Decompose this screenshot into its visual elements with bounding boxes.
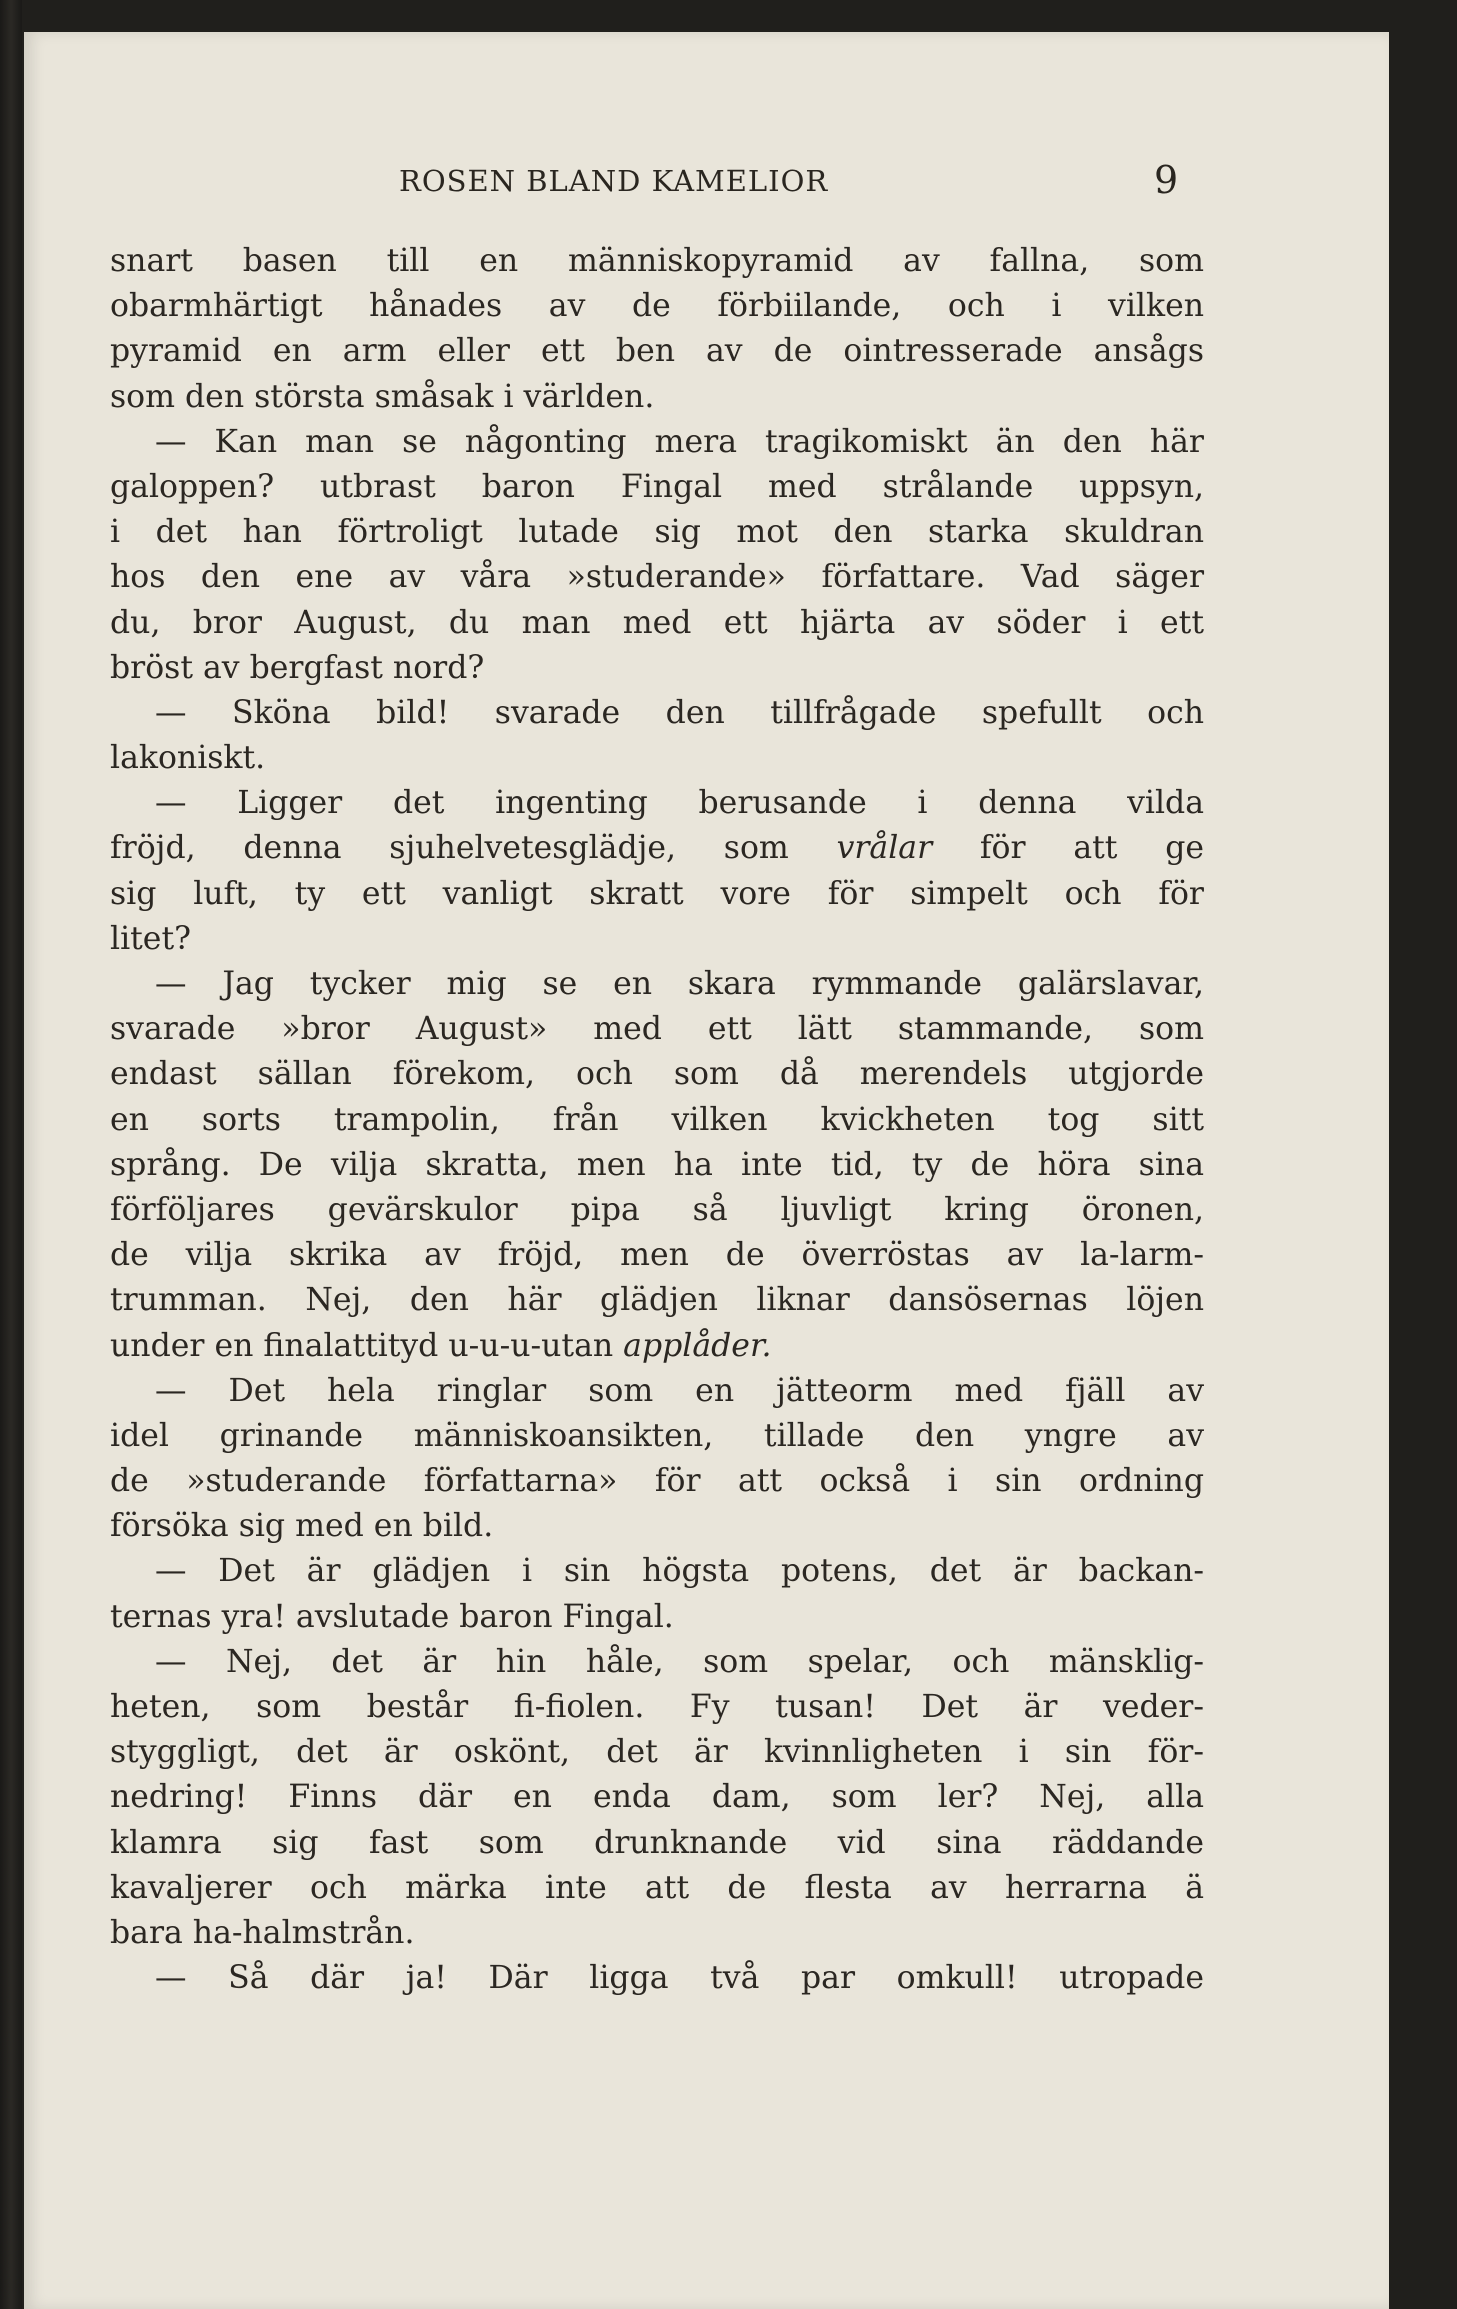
text-line: — Sköna bild! svarade den tillfrågade spefullt och [155,694,1204,731]
text-line: trumman. Nej, den här glädjen liknar dansösernas löjen [110,1282,1204,1319]
book-spine-edge [0,0,22,2309]
text-line: litet? [110,920,191,957]
page-number: 9 [1154,158,1179,202]
text-line: klamra sig fast som drunknande vid sina räddande [110,1824,1204,1861]
text-line: förföljares gevärskulor pipa så ljuvligt kring öronen, [110,1191,1204,1228]
text-line: i det han förtroligt lutade sig mot den starka skuldran [110,514,1204,551]
text-line: obarmhärtigt hånades av de förbiilande, och i vilken [110,288,1204,325]
text-line: hos den ene av våra »studerande» författare. Vad säger [110,559,1204,596]
text-line: — Jag tycker mig se en skara rymmande galärslavar, [155,966,1204,1002]
text-segment: under en finalattityd u-u-u-utan [110,1327,624,1364]
text-line: — Så där ja! Där ligga två par omkull! utropade [155,1960,1204,1997]
text-line: heten, som består fi-fiolen. Fy tusan! Det är veder- [110,1689,1204,1725]
running-title: ROSEN BLAND KAMELIOR [399,164,829,198]
text-line: — Det är glädjen i sin högsta potens, det är backan- [155,1553,1204,1590]
body-text [110,239,1204,2001]
text-line: — Kan man se någonting mera tragikomiskt än den här [155,423,1204,460]
text-line: — Ligger det ingenting berusande i denna vilda [155,785,1204,822]
text-line: kavaljerer och märka inte att de flesta av herrarna ä [110,1869,1204,1906]
text-line: de vilja skrika av fröjd, men de överröstas av la-larm- [110,1237,1204,1274]
text-line: ternas yra! avslutade baron Fingal. [110,1598,674,1635]
text-line: en sorts trampolin, från vilken kvickheten tog sitt [110,1101,1204,1138]
text-line: bröst av bergfast nord? [110,649,485,686]
text-line: endast sällan förekom, och som då merendels utgjorde [110,1056,1204,1093]
italic-word: vrålar [836,830,933,867]
text-line: svarade »bror August» med ett lätt stammande, som [110,1011,1204,1048]
text-line: pyramid en arm eller ett ben av de ointresserade ansågs [110,333,1204,370]
text-line: de »studerande författarna» för att också i sin ordning [110,1463,1204,1500]
italic-word: applåder. [623,1327,772,1364]
text-line: galoppen? utbrast baron Fingal med strålande uppsyn, [110,468,1204,505]
text-line: språng. De vilja skratta, men ha inte tid, ty de höra sina [110,1146,1204,1183]
text-segment: fröjd, denna sjuhelvetesglädje, som [110,830,837,867]
text-line: styggligt, det är oskönt, det är kvinnligheten i sin för- [110,1734,1204,1771]
text-line: som den största småsak i världen. [110,378,655,415]
text-line: snart basen till en människopyramid av fallna, som [110,243,1204,279]
text-line: sig luft, ty ett vanligt skratt vore för simpelt och för [110,875,1204,912]
text-line: bara ha-halmstrån. [110,1914,415,1951]
text-line [110,1324,1204,1369]
text-line: du, bror August, du man med ett hjärta av söder i ett [110,604,1204,641]
text-line: — Nej, det är hin håle, som spelar, och mänsklig- [155,1643,1204,1680]
text-line: nedring! Finns där en enda dam, som ler? Nej, alla [110,1779,1204,1816]
book-page [24,32,1389,2309]
text-line: försöka sig med en bild. [110,1508,494,1545]
text-line: lakoniskt. [110,740,266,777]
text-line [110,826,1204,871]
text-segment: för att ge [932,830,1204,867]
running-header [24,158,1389,208]
text-line: idel grinande människoansikten, tillade den yngre av [110,1417,1204,1454]
text-line: — Det hela ringlar som en jätteorm med fjäll av [155,1372,1204,1409]
